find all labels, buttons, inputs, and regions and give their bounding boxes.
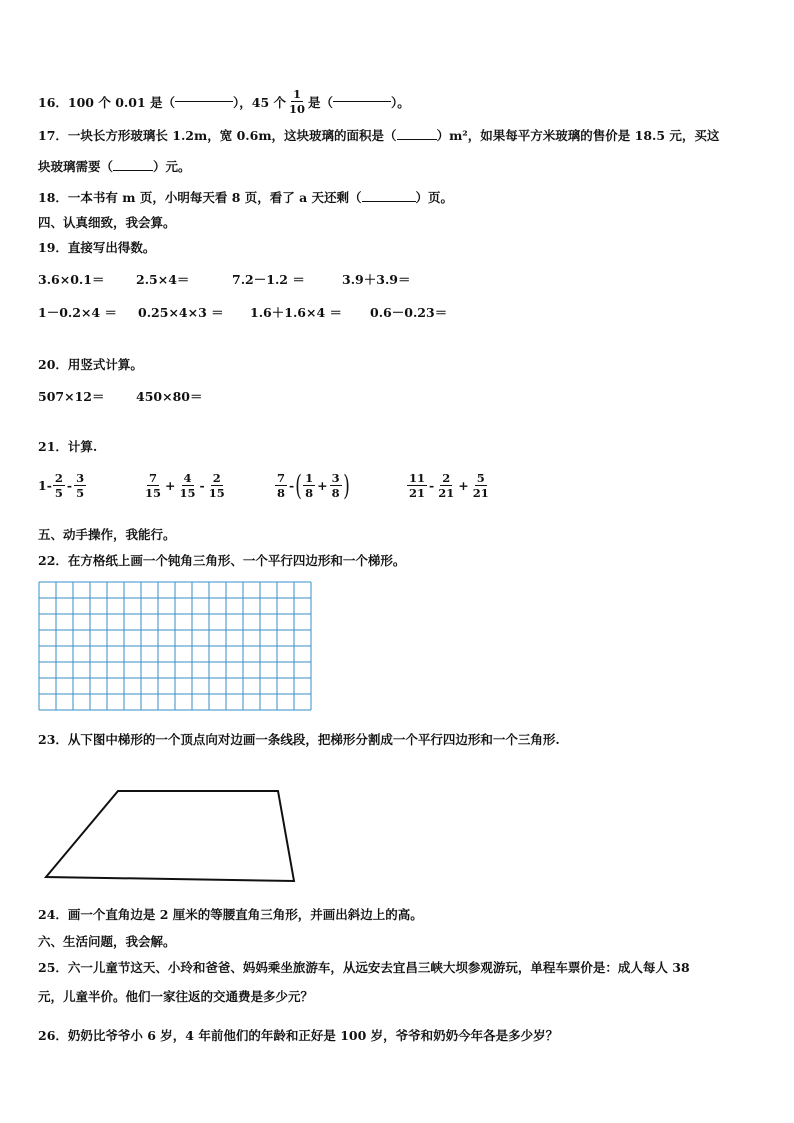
trapezoid-figure[interactable] <box>40 785 302 885</box>
fraction <box>303 472 315 499</box>
question-text: ）元。 <box>153 159 191 174</box>
fraction <box>436 472 456 499</box>
fraction-numerator: 4 <box>183 471 192 485</box>
question-21-title: 21．计算. <box>38 439 98 454</box>
q21-expression-3 <box>274 469 350 502</box>
question-25-line1: 25．六一儿童节这天、小玲和爸爸、妈妈乘坐旅游车，从远安去宜昌三峡大坝参观游玩，单程车票价是：成人每人 38 <box>38 960 690 975</box>
question-number: 18． <box>38 190 68 205</box>
fraction <box>407 472 427 499</box>
fraction-numerator: 2 <box>54 471 63 485</box>
fraction <box>74 472 86 499</box>
question-text: ）。 <box>391 94 410 110</box>
fraction <box>143 472 163 499</box>
operator: - <box>66 478 73 494</box>
fraction-denominator: 21 <box>409 486 426 501</box>
fraction-denominator: 15 <box>179 486 196 501</box>
fraction-numerator: 7 <box>149 471 158 485</box>
q19-item: 0.25×4×3 ＝ <box>138 305 224 320</box>
fraction-numerator: 2 <box>442 471 451 485</box>
answer-blank[interactable] <box>397 139 437 140</box>
fraction <box>275 472 287 499</box>
q20-item: 507×12＝ <box>38 389 105 404</box>
question-text: 100 个 0.01 是（ <box>67 94 175 110</box>
question-text: 是（ <box>308 94 334 110</box>
operator: + <box>317 478 328 493</box>
question-17-line1 <box>38 126 719 144</box>
fraction-denominator: 8 <box>305 486 314 500</box>
operator: + <box>165 478 176 494</box>
question-18 <box>38 188 453 206</box>
grid-paper[interactable] <box>38 581 314 713</box>
fraction <box>178 472 198 499</box>
question-text: 一块长方形玻璃长 1.2m，宽 0.6m，这块玻璃的面积是（ <box>67 128 397 143</box>
q21-expression-2 <box>142 472 228 499</box>
fraction-numerator: 5 <box>476 471 485 485</box>
question-text: ），45 个 <box>233 94 286 110</box>
trapezoid-shape[interactable] <box>46 791 294 881</box>
answer-blank[interactable] <box>362 201 416 202</box>
q21-expression-4 <box>406 472 492 499</box>
fraction <box>287 88 307 115</box>
fraction-denominator: 21 <box>438 486 455 501</box>
q21-expression-1 <box>38 472 87 499</box>
fraction-denominator: 8 <box>277 486 286 500</box>
right-parenthesis: ) <box>342 469 350 502</box>
answer-blank[interactable] <box>333 101 391 102</box>
question-19-title: 19．直接写出得数。 <box>38 240 156 255</box>
operator: - <box>289 478 295 493</box>
fraction-denominator: 5 <box>76 486 85 501</box>
question-25-line2: 元，儿童半价。他们一家往返的交通费是多少元？ <box>38 989 314 1004</box>
q19-item: 1.6＋1.6×4 ＝ <box>250 305 343 320</box>
section-6-heading: 六、生活问题，我会解。 <box>38 934 176 949</box>
section-4-heading: 四、认真细致，我会算。 <box>38 215 176 230</box>
q19-item: 3.9＋3.9＝ <box>342 272 411 287</box>
section-5-heading: 五、动手操作，我能行。 <box>38 527 176 542</box>
operator: - <box>429 478 435 494</box>
q20-item: 450×80＝ <box>136 389 203 404</box>
fraction-numerator: 3 <box>331 470 340 485</box>
question-26: 26．奶奶比爷爷小 6 岁，4 年前他们的年龄和正好是 100 岁，爷爷和奶奶今年各是多少岁？ <box>38 1028 559 1043</box>
fraction-numerator: 3 <box>76 471 85 485</box>
fraction-denominator: 5 <box>54 486 63 501</box>
fraction-numerator: 1 <box>293 87 302 101</box>
fraction-denominator: 15 <box>145 486 162 501</box>
operator: + <box>458 478 469 494</box>
question-20-title: 20．用竖式计算。 <box>38 357 143 372</box>
question-number: 16． <box>38 94 68 110</box>
operator: - <box>199 478 205 494</box>
fraction-denominator: 21 <box>472 486 489 501</box>
question-text: 块玻璃需要（ <box>38 159 114 174</box>
question-text: ）页。 <box>415 190 454 205</box>
question-number: 17． <box>38 128 68 143</box>
fraction <box>207 472 227 499</box>
q19-item: 1－0.2×4 ＝ <box>38 305 117 320</box>
q19-item: 3.6×0.1＝ <box>38 272 105 287</box>
fraction-denominator: 8 <box>331 486 340 500</box>
question-23: 23．从下图中梯形的一个顶点向对边画一条线段，把梯形分割成一个平行四边形和一个三角形. <box>38 732 560 747</box>
math-term: 1- <box>38 478 52 494</box>
fraction <box>471 472 491 499</box>
left-parenthesis: ( <box>295 469 302 502</box>
answer-blank[interactable] <box>175 101 233 102</box>
q19-item: 7.2－1.2 ＝ <box>232 272 305 287</box>
fraction-numerator: 11 <box>409 471 426 485</box>
fraction-numerator: 2 <box>212 471 221 485</box>
question-text: ）m²，如果每平方米玻璃的售价是 18.5 元，买这 <box>436 128 720 143</box>
fraction <box>330 472 342 499</box>
q19-item: 0.6－0.23＝ <box>370 305 448 320</box>
fraction-denominator: 15 <box>208 486 225 501</box>
q19-item: 2.5×4＝ <box>136 272 190 287</box>
question-text: 一本书有 m 页，小明每天看 8 页，看了 a 天还剩（ <box>67 190 362 205</box>
fraction-denominator: 10 <box>289 102 306 117</box>
fraction <box>53 472 65 499</box>
question-17-line2 <box>38 157 191 175</box>
fraction-numerator: 1 <box>305 470 314 485</box>
question-16 <box>38 88 410 115</box>
answer-blank[interactable] <box>113 170 153 171</box>
question-24: 24．画一个直角边是 2 厘米的等腰直角三角形，并画出斜边上的高。 <box>38 907 423 922</box>
fraction-numerator: 7 <box>277 470 286 485</box>
question-22: 22．在方格纸上画一个钝角三角形、一个平行四边形和一个梯形。 <box>38 553 406 568</box>
